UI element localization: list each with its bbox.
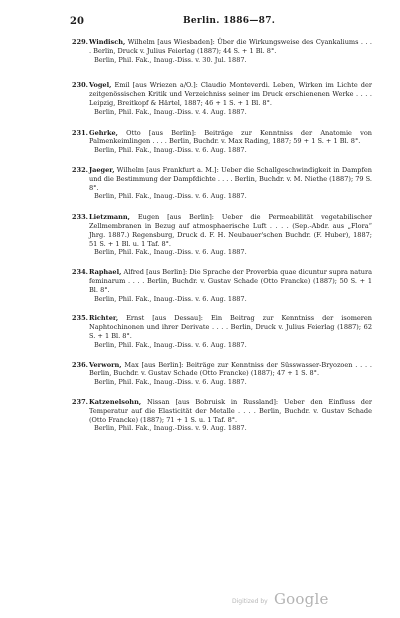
entry-note: Berlin, Phil. Fak., Inaug.-Diss. v. 9. Aug. 1887.: [94, 424, 247, 433]
list-item: [72, 81, 372, 116]
entry-number: 235.: [72, 314, 88, 323]
entry-note: Berlin, Phil. Fak., Inaug.-Diss. v. 4. Aug. 1887.: [94, 107, 247, 116]
entry-text: Ernst [aus Dessau]: Ein Beitrag zur Kenntniss der isomeren Naphtochinonen und ihrer Derivate . . . . Berlin, Druck v. Julius Feierlag (1887); 62 S. + 1 Bl. 8°.: [89, 314, 372, 340]
list-item: [72, 314, 372, 349]
entry-note: Berlin, Phil. Fak., Inaug.-Diss. v. 6. Aug. 1887.: [94, 378, 247, 387]
list-item: [72, 38, 372, 64]
entry-author: Verworn,: [89, 360, 122, 369]
page-number: 20: [70, 16, 84, 27]
entry-body: [89, 268, 372, 303]
entry-number: 233.: [72, 213, 88, 222]
entry-body: [89, 398, 372, 433]
entry-author: Gehrke,: [89, 128, 118, 137]
entry-text: Otto [aus Berlin]: Beiträge zur Kenntniss der Anatomie von Palmenkeimlingen . . . . Berlin, Buchdr. v. Max Rading, 1887; 59 + 1 S. + 1 Bl. 8°.: [89, 128, 372, 146]
watermark-brand: Google: [274, 590, 329, 608]
entry-text: Emil [aus Wriezen a/O.]: Claudio Monteverdi. Leben, Wirken im Lichte der zeitgenössischen Kritik und Verzeichniss seiner im Druck erschienenen Werke . . . . Leipzig, Breitkopf & Härtel, 1887; 46 + 1 S. + 1 Bl. 8°.: [89, 81, 372, 107]
list-item: [72, 166, 372, 201]
entry-author: Raphael,: [89, 268, 122, 277]
entry-note: Berlin, Phil. Fak., Inaug.-Diss. v. 6. Aug. 1887.: [94, 146, 247, 155]
entry-body: [89, 166, 372, 201]
entry-author: Jaeger,: [89, 165, 115, 174]
page-header: [70, 16, 370, 30]
list-item: [72, 129, 372, 155]
entry-number: 237.: [72, 397, 88, 406]
entry-author: Katzenelsohn,: [89, 397, 142, 406]
entry-text: Eugen [aus Berlin]: Ueber die Permeabilität vegetabilischer Zellmembranen in Bezug auf atmosphaerische Luft . . . . (Sep.-Abdr. aus „Flora“ Jhrg. 1887.) Regensburg, Druck d. F. H. Neubauer'schen Buchdr. (F. Huber), 1887; 51 S. + 1 Bl. u. 1 Taf. 8°.: [89, 213, 372, 248]
entry-text: Wilhelm [aus Wiesbaden]: Über die Wirkungsweise des Cyankaliums . . . . Berlin, Druck v. Julius Feierlag (1887); 44 S. + 1 Bl. 8°.: [89, 38, 372, 55]
entry-note: Berlin, Phil. Fak., Inaug.-Diss. v. 6. Aug. 1887.: [94, 294, 247, 303]
entry-number: 231.: [72, 128, 88, 137]
entry-body: [89, 129, 372, 155]
entry-note: Berlin, Phil. Fak., Inaug.-Diss. v. 30. Jul. 1887.: [94, 55, 247, 64]
list-item: [72, 213, 372, 257]
running-title: Berlin. 1886—87.: [183, 16, 276, 26]
entry-number: 230.: [72, 81, 88, 90]
entry-author: Richter,: [89, 314, 119, 323]
entry-body: [89, 81, 372, 116]
entry-author: Lietzmann,: [89, 213, 130, 222]
entry-number: 232.: [72, 165, 88, 174]
list-item: [72, 268, 372, 303]
list-item: [72, 398, 372, 433]
entry-body: [89, 314, 372, 349]
entry-text: Wilhelm [aus Frankfurt a. M.]: Ueber die Schallgeschwindigkeit in Dampfen und die Bestimmung der Dampfdichte . . . . Berlin, Buchdr. v. M. Niethe (1887); 79 S. 8°.: [89, 165, 372, 192]
entry-text: Alfred [aus Berlin]: Die Sprache der Proverbia quae dicuntur supra natura feminarum . . . . Berlin, Buchdr. v. Gustav Schade (Otto Francke) (1887); 50 S. + 1 Bl. 8°.: [89, 268, 372, 294]
entry-number: 236.: [72, 360, 88, 369]
entry-note: Berlin, Phil. Fak., Inaug.-Diss. v. 6. Aug. 1887.: [94, 340, 247, 349]
list-item: [72, 361, 372, 387]
entry-author: Vogel,: [89, 81, 112, 90]
entry-author: Windisch,: [89, 38, 126, 46]
entry-note: Berlin, Phil. Fak., Inaug.-Diss. v. 6. Aug. 1887.: [94, 248, 247, 257]
entry-body: [89, 361, 372, 387]
watermark-prefix: Digitized by: [232, 598, 268, 605]
entry-note: Berlin, Phil. Fak., Inaug.-Diss. v. 6. Aug. 1887.: [94, 192, 247, 201]
entry-number: 234.: [72, 268, 88, 277]
entry-text: Max [aus Berlin]: Beiträge zur Kenntniss der Süsswasser-Bryozoen . . . . Berlin, Buchdr. v. Gustav Schade (Otto Francke) (1887); 47 + 1 S. 8°.: [89, 360, 372, 378]
digitization-watermark: [232, 590, 392, 610]
entry-text: Nissan [aus Bobruisk in Russland]: Ueber den Einfluss der Temperatur auf die Elasticität der Metalle . . . . Berlin, Buchdr. v. Gustav Schade (Otto Francke) (1887); 71 + 1 S. u. 1 Taf. 8°.: [89, 397, 372, 424]
entry-number: 229.: [72, 38, 88, 46]
dissertation-list: [72, 38, 372, 433]
entry-body: [89, 213, 372, 257]
entry-body: [89, 38, 372, 64]
